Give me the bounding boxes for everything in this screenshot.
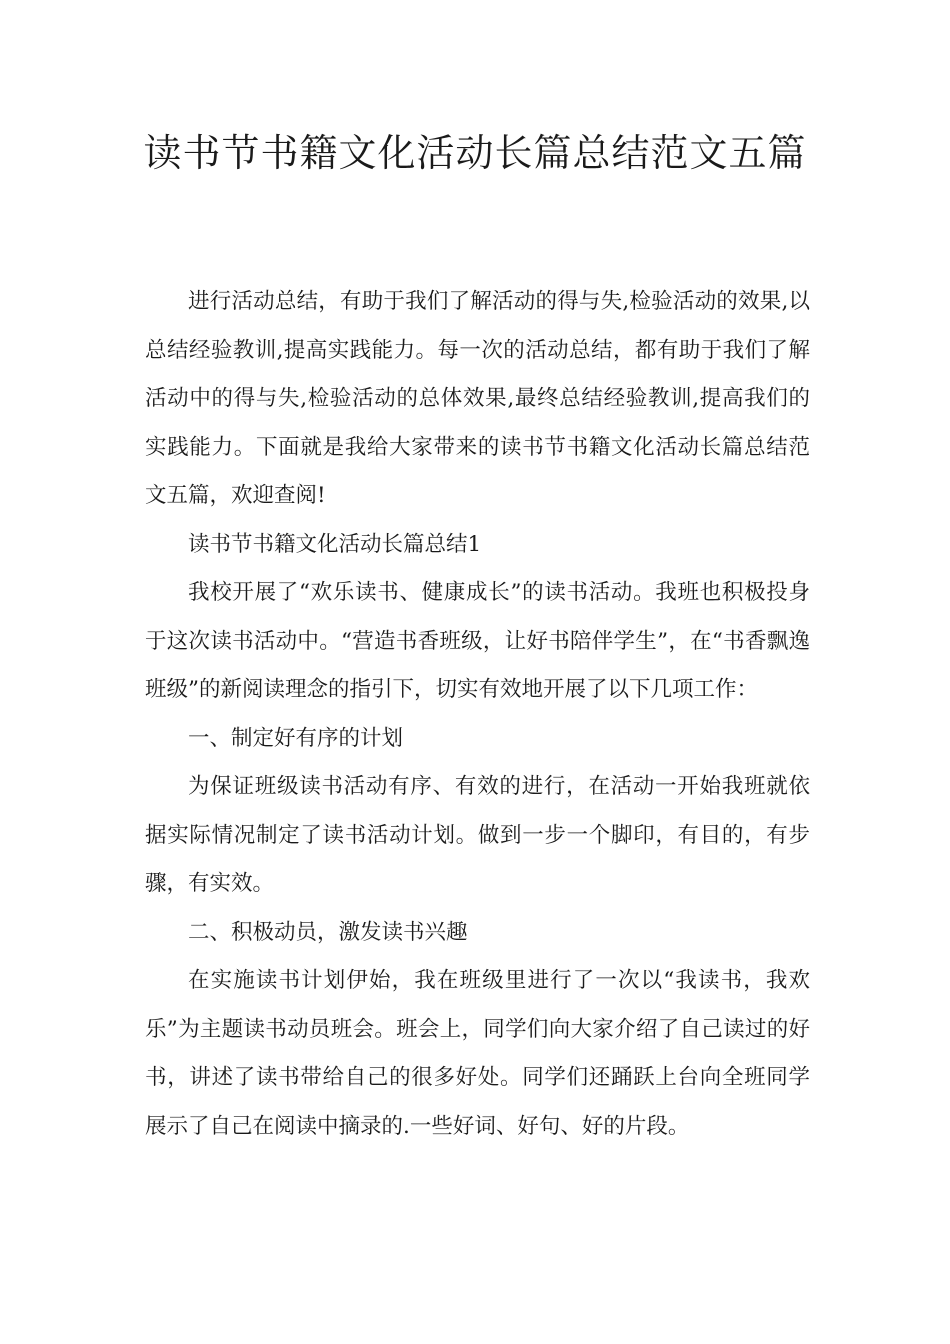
section-heading: 二、积极动员，激发读书兴趣 bbox=[188, 919, 468, 945]
body-paragraph: 在实施读书计划伊始，我在班级里进行了一次以“我读书，我欢乐”为主题读书动员班会。班会上，同学们向大家介绍了自己读过的好书，讲述了读书带给自己的很多好处。同学们还踊跃上台向全班同学展示了自己在阅读中摘录的.一些好词、好句、好的片段。 bbox=[145, 968, 810, 1139]
document-body bbox=[145, 278, 810, 1151]
intro-paragraph: 进行活动总结，有助于我们了解活动的得与失,检验活动的效果,以总结经验教训,提高实践能力。每一次的活动总结，都有助于我们了解活动中的得与失,检验活动的总体效果,最终总结经验教训,提高我们的实践能力。下面就是我给大家带来的读书节书籍文化活动长篇总结范文五篇，欢迎查阅! bbox=[145, 289, 810, 508]
body-paragraph: 为保证班级读书活动有序、有效的进行，在活动一开始我班就依据实际情况制定了读书活动计划。做到一步一个脚印，有目的，有步骤，有实效。 bbox=[145, 774, 810, 896]
body-paragraph: 我校开展了“欢乐读书、健康成长”的读书活动。我班也积极投身于这次读书活动中。“营造书香班级，让好书陪伴学生”，在“书香飘逸班级”的新阅读理念的指引下，切实有效地开展了以下几项工作： bbox=[145, 580, 810, 702]
section-heading: 读书节书籍文化活动长篇总结1 bbox=[188, 531, 482, 557]
section-heading: 一、制定好有序的计划 bbox=[188, 725, 404, 751]
document-title: 读书节书籍文化活动长篇总结范文五篇 bbox=[143, 131, 807, 175]
